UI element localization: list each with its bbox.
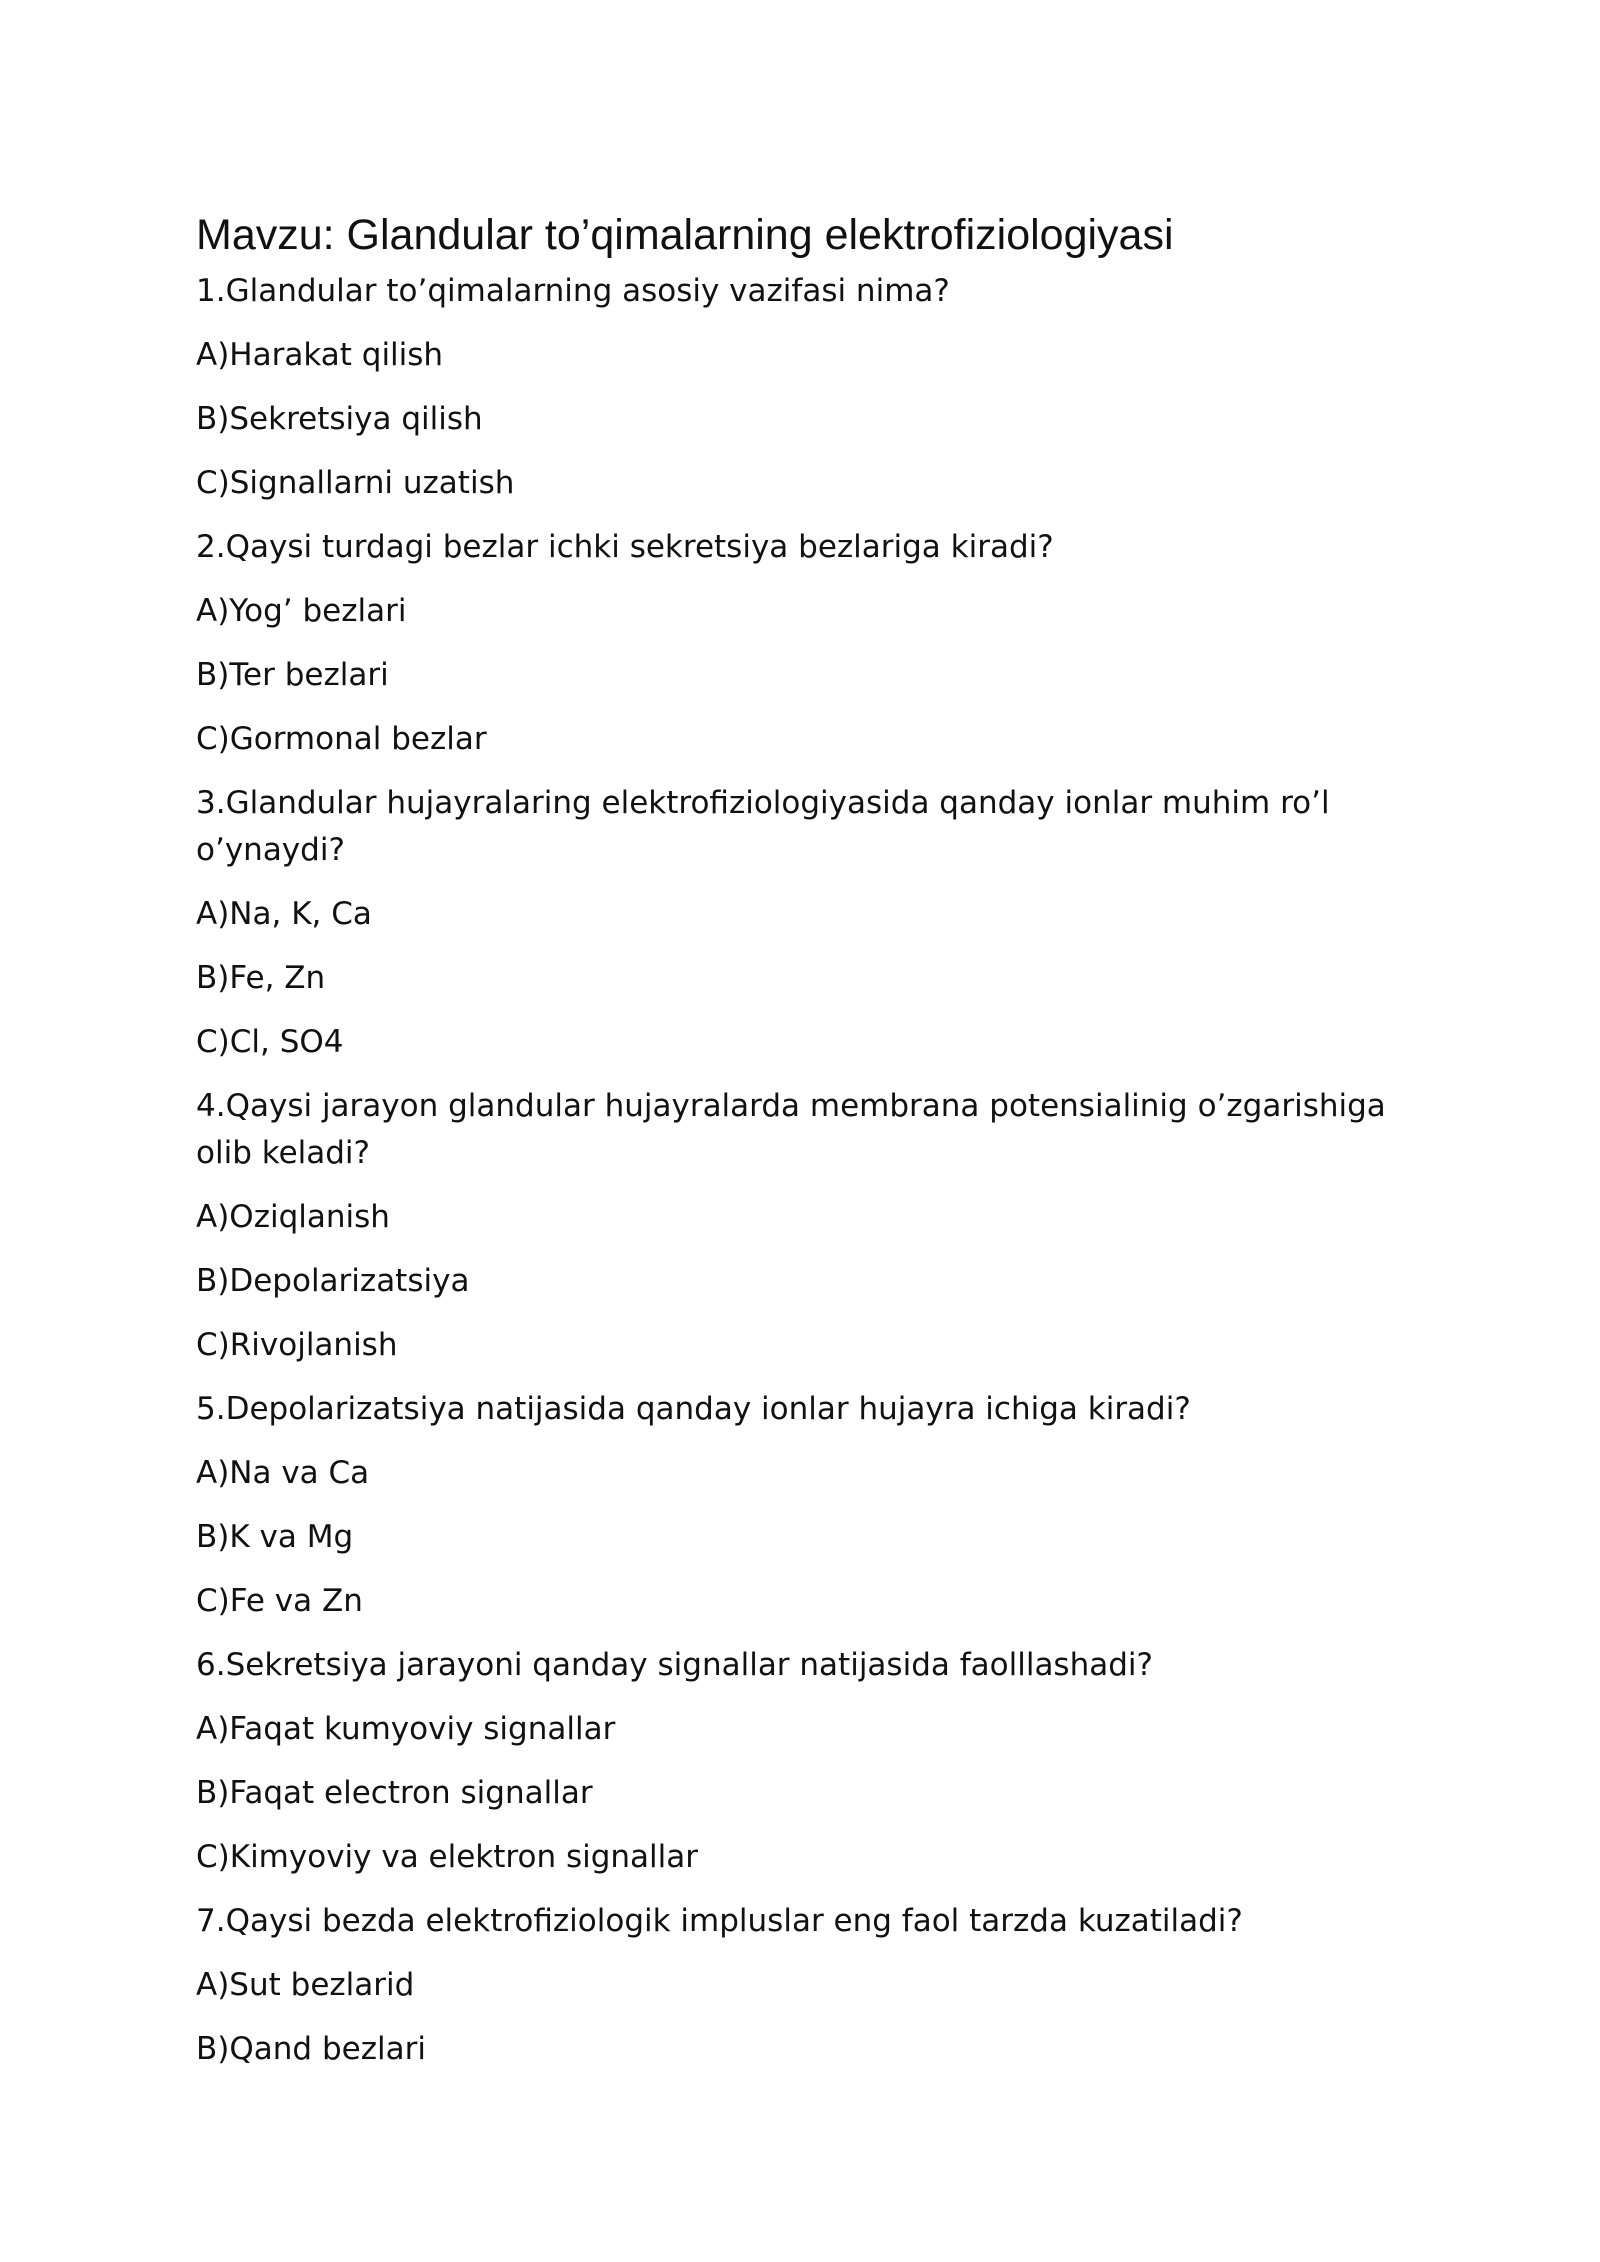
answer-option: B)Qand bezlari [196,2031,426,2067]
answer-option: C)Cl, SO4 [196,1024,344,1060]
question-6: 6.Sekretsiya jarayoni qanday signallar natijasida faolllashadi? [196,1647,1153,1683]
question-7: 7.Qaysi bezda elektrofiziologik impluslar eng faol tarzda kuzatiladi? [196,1903,1243,1939]
question-1: 1.Glandular to’qimalarning asosiy vazifasi nima? [196,273,950,309]
answer-option: B)Ter bezlari [196,657,389,693]
document-page [196,205,1406,2090]
answer-option: A)Yog’ bezlari [196,593,407,629]
answer-option: B)K va Mg [196,1519,354,1555]
answer-option: C)Kimyoviy va elektron signallar [196,1839,698,1875]
question-3: 3.Glandular hujayralaring elektrofiziologiyasida qanday ionlar muhim ro’l o’ynaydi? [196,785,1330,868]
answer-option: A)Na, K, Ca [196,896,372,932]
answer-option: A)Faqat kumyoviy signallar [196,1711,616,1747]
answer-option: B)Depolarizatsiya [196,1263,470,1299]
answer-option: A)Harakat qilish [196,337,444,373]
answer-option: A)Oziqlanish [196,1199,390,1235]
answer-option: A)Na va Ca [196,1455,370,1491]
answer-option: B)Sekretsiya qilish [196,401,483,437]
answer-option: B)Faqat electron signallar [196,1775,593,1811]
answer-option: C)Fe va Zn [196,1583,363,1619]
question-4: 4.Qaysi jarayon glandular hujayralarda membrana potensialinig o’zgarishiga olib keladi? [196,1088,1386,1171]
answer-option: C)Rivojlanish [196,1327,398,1363]
answer-option: C)Signallarni uzatish [196,465,515,501]
answer-option: A)Sut bezlarid [196,1967,415,2003]
answer-option: B)Fe, Zn [196,960,326,996]
document-title: Mavzu: Glandular to’qimalarning elektrofiziologiyasi [196,211,1174,259]
question-2: 2.Qaysi turdagi bezlar ichki sekretsiya bezlariga kiradi? [196,529,1054,565]
question-5: 5.Depolarizatsiya natijasida qanday ionlar hujayra ichiga kiradi? [196,1391,1191,1427]
answer-option: C)Gormonal bezlar [196,721,487,757]
